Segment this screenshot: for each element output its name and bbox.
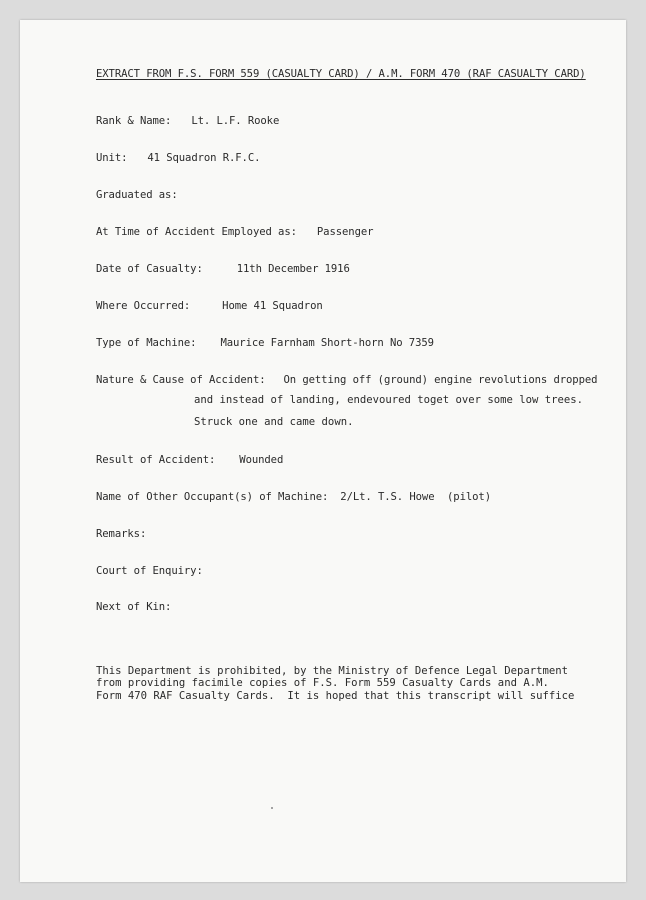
field-label: Court of Enquiry: — [96, 565, 203, 577]
field-kin — [96, 601, 171, 614]
field-nature-continuation: Struck one and came down. — [194, 416, 354, 428]
field-graduated — [96, 189, 178, 202]
field-value: Maurice Farnham Short-horn No 7359 — [220, 337, 434, 349]
field-result — [96, 454, 283, 467]
document-page — [20, 20, 626, 882]
notice-line: from providing facimile copies of F.S. Form 559 Casualty Cards and A.M. — [96, 677, 549, 690]
field-court — [96, 565, 203, 578]
field-label: Date of Casualty: — [96, 263, 203, 275]
field-label: Where Occurred: — [96, 300, 191, 312]
notice-line: This Department is prohibited, by the Ministry of Defence Legal Department — [96, 665, 568, 677]
field-employed — [96, 226, 373, 239]
field-value: Wounded — [239, 454, 284, 466]
field-nature — [96, 374, 597, 387]
field-value: On getting off (ground) engine revolutions dropped — [283, 374, 598, 386]
field-value: Passenger — [316, 226, 374, 238]
field-value: 11th December 1916 — [236, 263, 350, 275]
field-label: Graduated as: — [96, 189, 178, 201]
document-heading: EXTRACT FROM F.S. FORM 559 (CASUALTY CARD) / A.M. FORM 470 (RAF CASUALTY CARD) — [96, 68, 586, 80]
notice-line: Form 470 RAF Casualty Cards. It is hoped that this transcript will suffice — [96, 689, 575, 702]
field-value: 41 Squadron R.F.C. — [147, 152, 261, 164]
field-unit — [96, 152, 260, 165]
field-value: Lt. L.F. Rooke — [191, 115, 280, 127]
field-rank-name — [96, 115, 279, 128]
field-label: Result of Accident: — [96, 454, 216, 466]
field-label: Unit: — [96, 152, 128, 164]
field-where — [96, 300, 323, 313]
field-label: Rank & Name: — [96, 115, 172, 127]
field-date — [96, 263, 350, 276]
field-label: Remarks: — [96, 528, 147, 540]
field-occupants — [96, 491, 491, 504]
field-label: Name of Other Occupant(s) of Machine: — [96, 491, 329, 503]
field-machine — [96, 337, 434, 350]
field-value: Home 41 Squadron — [222, 300, 323, 312]
legal-notice — [96, 665, 574, 702]
field-label: Type of Machine: — [96, 337, 197, 349]
field-label: At Time of Accident Employed as: — [96, 226, 297, 238]
field-label: Nature & Cause of Accident: — [96, 374, 266, 386]
field-nature-continuation: and instead of landing, endevoured toget over some low trees. — [194, 394, 584, 406]
field-value: 2/Lt. T.S. Howe (pilot) — [340, 491, 491, 503]
field-label: Next of Kin: — [96, 601, 172, 613]
paper-speck — [271, 807, 273, 809]
field-remarks — [96, 528, 146, 541]
